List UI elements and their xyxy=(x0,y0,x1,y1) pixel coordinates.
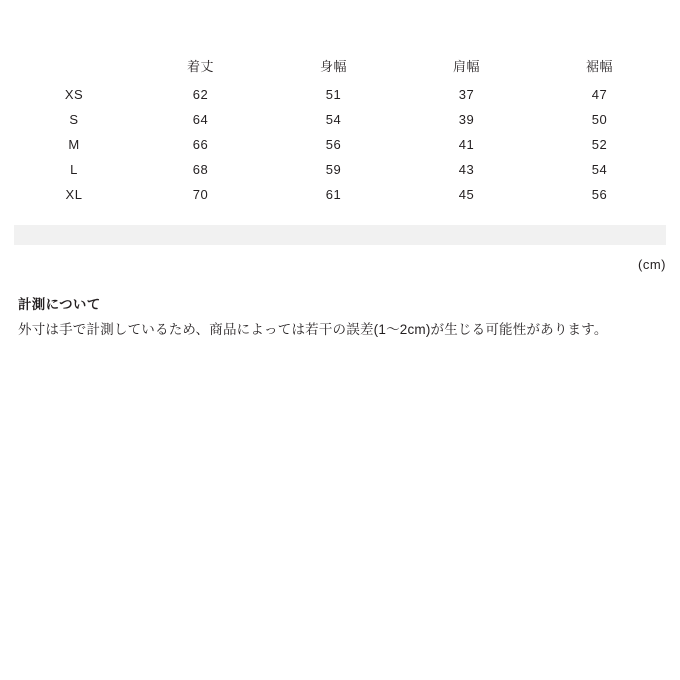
cell-length: 70 xyxy=(192,187,209,202)
cell-hem-width: 52 xyxy=(591,137,608,152)
row-size-label: S xyxy=(69,112,79,127)
table-row xyxy=(14,182,666,207)
row-size-label: L xyxy=(70,162,78,177)
cell-length: 64 xyxy=(192,112,209,127)
cell-shoulder-width: 39 xyxy=(458,112,475,127)
row-size-label: XS xyxy=(64,87,84,102)
cell-hem-width: 50 xyxy=(591,112,608,127)
column-header-size xyxy=(14,48,134,82)
table-footer-band xyxy=(14,225,666,245)
cell-chest-width: 56 xyxy=(325,137,342,152)
cell-length: 68 xyxy=(192,162,209,177)
cell-length: 62 xyxy=(192,87,209,102)
cell-chest-width: 54 xyxy=(325,112,342,127)
measurement-notes-body: 外寸は手で計測しているため、商品によっては若干の誤差(1〜2cm)が生じる可能性があります。 xyxy=(18,322,608,337)
column-header-length: 着丈 xyxy=(186,58,214,74)
row-size-label: M xyxy=(68,137,80,152)
cell-length: 66 xyxy=(192,137,209,152)
cell-shoulder-width: 41 xyxy=(458,137,475,152)
cell-shoulder-width: 37 xyxy=(458,87,475,102)
table-row xyxy=(14,132,666,157)
cell-chest-width: 61 xyxy=(325,187,342,202)
cell-shoulder-width: 45 xyxy=(458,187,475,202)
cell-shoulder-width: 43 xyxy=(458,162,475,177)
column-header-hem-width: 裾幅 xyxy=(585,58,613,74)
row-size-label: XL xyxy=(65,187,83,202)
column-header-shoulder-width: 肩幅 xyxy=(452,58,480,74)
column-header-chest-width: 身幅 xyxy=(319,58,347,74)
table-row xyxy=(14,107,666,132)
size-chart-header xyxy=(14,48,666,82)
cell-hem-width: 47 xyxy=(591,87,608,102)
table-header-row xyxy=(14,48,666,82)
table-row xyxy=(14,157,666,182)
cell-chest-width: 51 xyxy=(325,87,342,102)
size-chart-table xyxy=(14,48,666,207)
table-row xyxy=(14,82,666,107)
cell-hem-width: 56 xyxy=(591,187,608,202)
cell-chest-width: 59 xyxy=(325,162,342,177)
unit-note: (cm) xyxy=(638,257,666,272)
measurement-notes-title: 計測について xyxy=(18,297,101,312)
cell-hem-width: 54 xyxy=(591,162,608,177)
size-chart-body xyxy=(14,82,666,207)
